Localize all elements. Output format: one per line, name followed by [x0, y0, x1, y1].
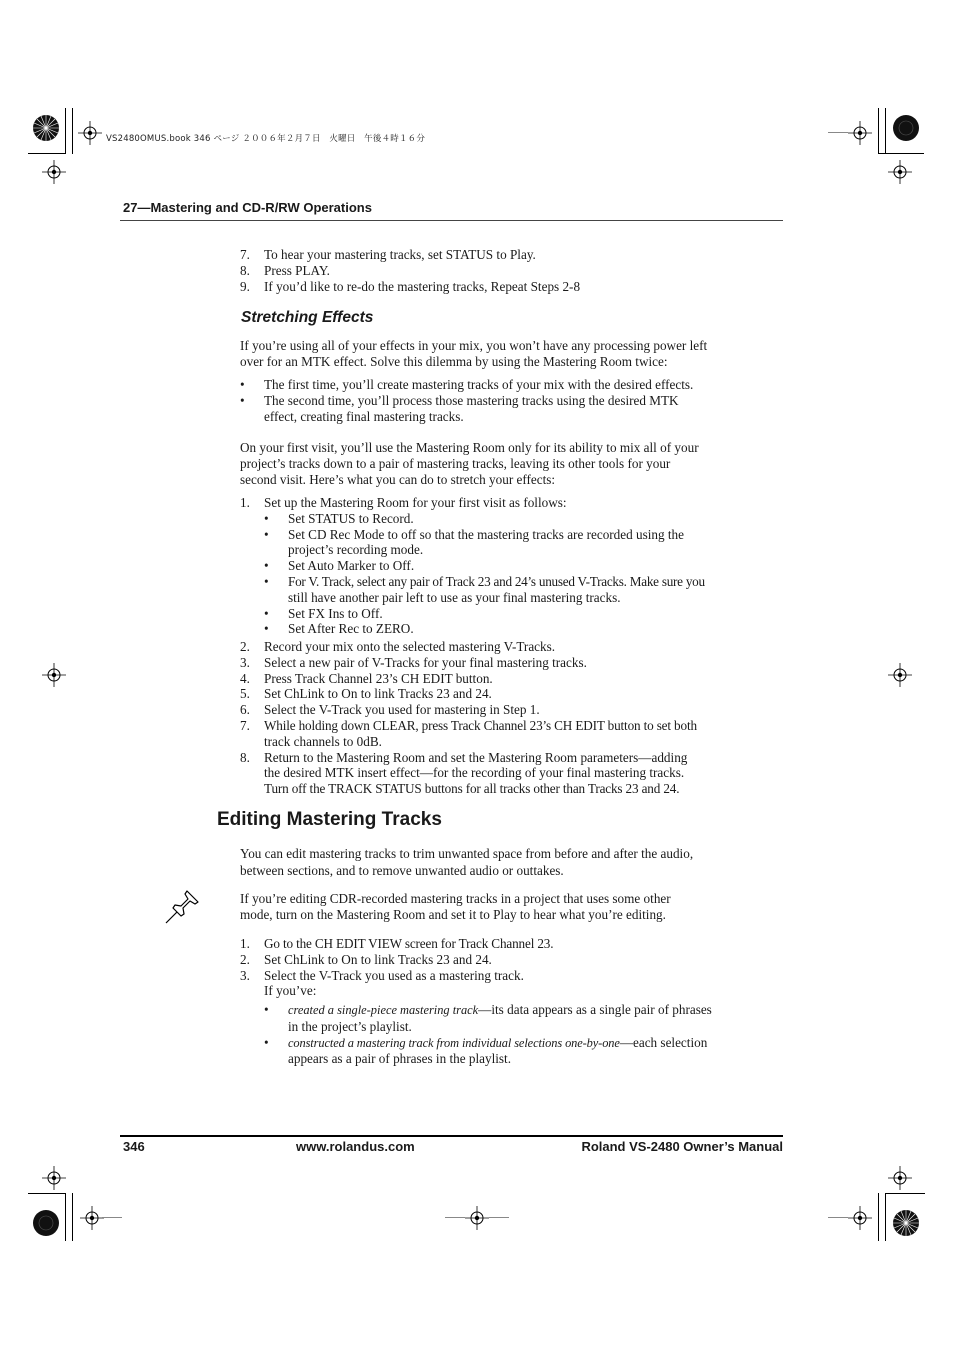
- registration-mark-icon: [465, 1206, 489, 1230]
- numbered-list: [240, 639, 760, 797]
- registration-mark-icon: [42, 160, 66, 184]
- sub-list-item: • constructed a mastering track from individual selections one-by-one—each selection appears as a pair of phrases in the playlist.: [264, 1034, 708, 1067]
- sub-list-item: • Set FX Ins to Off.: [264, 605, 383, 621]
- list-item: 7. While holding down CLEAR, press Track Channel 23’s CH EDIT button to set both track channels to 0dB.: [240, 717, 697, 749]
- sub-list-item: • Set Auto Marker to Off.: [264, 558, 415, 574]
- list-item: 1. Set up the Mastering Room for your first visit as follows:: [240, 495, 567, 510]
- crop-line: [828, 1217, 848, 1218]
- registration-mark-icon: [80, 1206, 104, 1230]
- crop-line: [489, 1217, 509, 1218]
- footer-rule: [120, 1135, 783, 1137]
- crop-line: [72, 108, 73, 154]
- list-item: 8. Return to the Mastering Room and set the Mastering Room parameters—adding the desired MTK insert effect—for the recording of your final mastering tracks. Turn off the TRACK STATUS buttons for all tracks other than Tracks 23 and 24.: [240, 749, 688, 797]
- registration-mark-icon: [888, 663, 912, 687]
- list-item: 5. Set ChLink to On to link Tracks 23 and 24.: [240, 686, 492, 702]
- paragraph: You can edit mastering tracks to trim unwanted space from before and after the audio, between sections, and to remove unwanted audio or outtakes.: [240, 846, 694, 878]
- registration-mark-icon: [78, 121, 102, 145]
- sub-list-item: • For V. Track, select any pair of Track 23 and 24’s unused V-Tracks. Make sure you still have another pair left to use as your final mastering tracks.: [264, 573, 705, 605]
- crop-line: [65, 108, 66, 154]
- bullet-list: [240, 1002, 760, 1067]
- solid-registration-icon: [892, 114, 920, 142]
- paragraph: On your first visit, you’ll use the Mastering Room only for its ability to mix all of your project’s tracks down to a pair of mastering tracks, leaving its other tools for your second visit. Here’s what you can do to stretch your effects:: [240, 440, 699, 487]
- starburst-registration-icon: [892, 1209, 920, 1237]
- crop-line: [885, 108, 886, 154]
- section-heading: Editing Mastering Tracks: [217, 809, 442, 830]
- sub-list-item: • Set STATUS to Record.: [264, 510, 414, 526]
- crop-line: [72, 1193, 73, 1241]
- list-item: • The first time, you’ll create mastering tracks of your mix with the desired effects.: [240, 377, 694, 392]
- note-paragraph: If you’re editing CDR-recorded mastering tracks in a project that uses some other mode, turn on the Mastering Room and set it to Play to hear what you’re editing.: [240, 891, 671, 922]
- list-item: 1. Go to the CH EDIT VIEW screen for Track Channel 23.: [240, 936, 554, 951]
- numbered-list: [240, 936, 760, 999]
- list-item: 3. Select a new pair of V-Tracks for your final mastering tracks.: [240, 654, 587, 670]
- crop-line: [878, 1193, 879, 1241]
- crop-line: [828, 132, 848, 133]
- list-item: 6. Select the V-Track you used for mastering in Step 1.: [240, 702, 540, 718]
- registration-mark-icon: [888, 1166, 912, 1190]
- pushpin-icon: [163, 889, 201, 925]
- print-slug: VS2480OMUS.book 346 ページ ２００６年２月７日 火曜日 午後４時１６分: [106, 134, 426, 144]
- registration-mark-icon: [42, 1166, 66, 1190]
- registration-mark-icon: [848, 121, 872, 145]
- registration-mark-icon: [888, 160, 912, 184]
- footer-manual-title: Roland VS-2480 Owner’s Manual: [581, 1139, 783, 1154]
- list-item: 8. Press PLAY.: [240, 262, 330, 278]
- header-rule: [120, 220, 783, 221]
- list-item: 3. Select the V-Track you used as a mastering track. If you’ve:: [240, 967, 524, 999]
- sub-list-item: • created a single-piece mastering track—its data appears as a single pair of phrases in the project’s playlist.: [264, 1002, 712, 1034]
- crop-line: [28, 153, 66, 154]
- section-heading: Stretching Effects: [241, 309, 374, 326]
- continued-steps: [240, 247, 760, 294]
- crop-line: [885, 1193, 925, 1194]
- starburst-registration-icon: [32, 114, 60, 142]
- crop-line: [28, 1193, 66, 1194]
- paragraph: If you’re using all of your effects in your mix, you won’t have any processing power left over for an MTK effect. Solve this dilemma by using the Mastering Room twice:: [240, 338, 708, 369]
- crop-line: [102, 1217, 122, 1218]
- list-item: 4. Press Track Channel 23’s CH EDIT button.: [240, 670, 493, 686]
- crop-line: [878, 108, 879, 154]
- crop-line: [65, 1193, 66, 1241]
- registration-mark-icon: [848, 1206, 872, 1230]
- running-header: 27—Mastering and CD-R/RW Operations: [123, 200, 372, 215]
- solid-registration-icon: [32, 1209, 60, 1237]
- list-item: 2. Set ChLink to On to link Tracks 23 and 24.: [240, 951, 492, 967]
- bullet-list: [240, 377, 760, 424]
- list-item: 9. If you’d like to re-do the mastering tracks, Repeat Steps 2-8: [240, 278, 581, 294]
- crop-line: [885, 1193, 886, 1241]
- footer-url[interactable]: www.rolandus.com: [296, 1139, 415, 1154]
- crop-line: [445, 1217, 465, 1218]
- sub-list-item: • Set After Rec to ZERO.: [264, 621, 414, 637]
- list-item: • The second time, you’ll process those mastering tracks using the desired MTK effect, creating final mastering tracks.: [240, 392, 679, 424]
- sub-list-item: • Set CD Rec Mode to off so that the mastering tracks are recorded using the project’s recording mode.: [264, 526, 685, 558]
- numbered-list: [240, 495, 760, 637]
- registration-mark-icon: [42, 663, 66, 687]
- list-item: 7. To hear your mastering tracks, set STATUS to Play.: [240, 247, 536, 262]
- page-number: 346: [123, 1139, 145, 1154]
- list-item: 2. Record your mix onto the selected mastering V-Tracks.: [240, 639, 556, 654]
